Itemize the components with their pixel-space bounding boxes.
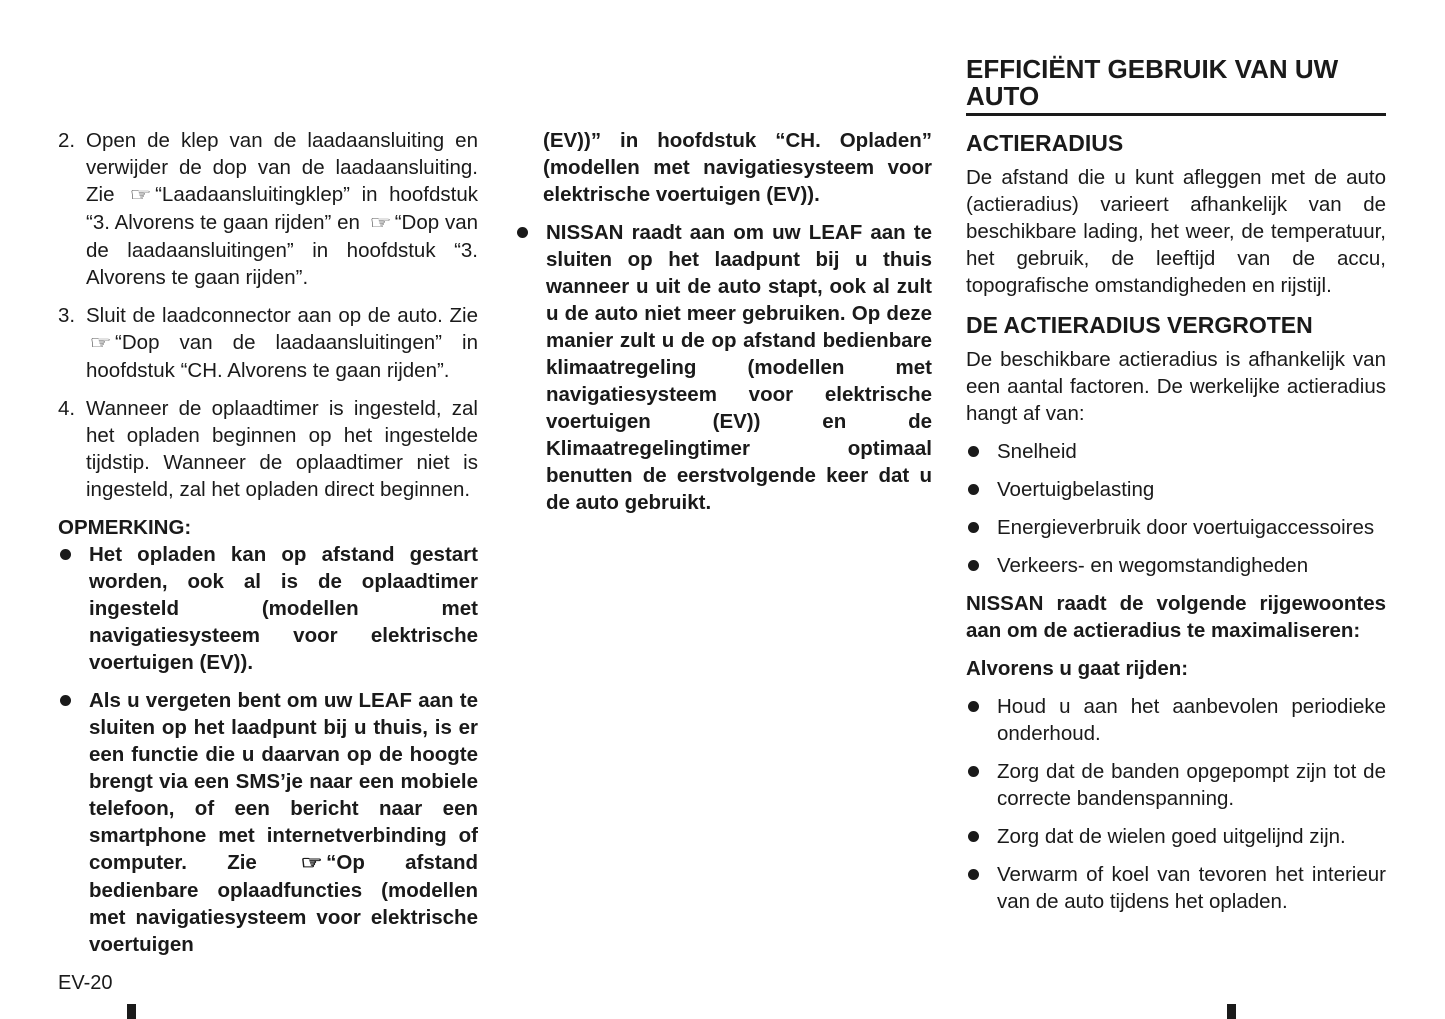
section-title: EFFICIËNT GEBRUIK VAN UW AUTO	[966, 56, 1386, 116]
bullet-icon	[966, 823, 997, 850]
note-bullet: Als u vergeten bent om uw LEAF aan te sluiten op het laadpunt bij u thuis, is er een functie die u daarvan op de hoogte brengt via een SMS’je naar een mobiele telefoon, of een bericht naar een smartphone met internetverbinding of computer. Zie ☞ “Op afstand bedienbare oplaadfuncties (modellen met navigatiesysteem voor elektrische voertuigen	[58, 687, 478, 958]
factor-item: Voertuigbelasting	[966, 476, 1386, 503]
note-label: OPMERKING:	[58, 516, 192, 539]
advice-intro: NISSAN raadt de volgende rijgewoontes aan om de actieradius te maximaliseren:	[966, 592, 1386, 642]
note-bullet: NISSAN raadt aan om uw LEAF aan te sluiten op het laadpunt bij u thuis wanneer u uit de auto stapt, ook al zult u de auto niet meer gebruiken. Op deze manier zult u de op afstand bedienbare klimaatregeling (modellen met navigatiesysteem voor elektrische voertuigen (EV)) en de Klimaatregelingtimer optimaal benutten de eerstvolgende keer dat u de auto gebruikt.	[515, 219, 932, 516]
before-driving-label: Alvorens u gaat rijden:	[966, 657, 1189, 680]
bullet-icon	[966, 693, 997, 747]
bullet-icon	[966, 861, 997, 915]
bullet-icon	[58, 541, 89, 676]
bullet-icon	[966, 438, 997, 465]
bullet-icon	[966, 758, 997, 812]
factor-item: Verkeers- en wegomstandigheden	[966, 552, 1386, 579]
advice-item: Verwarm of koel van tevoren het interieur van de auto tijdens het opladen.	[966, 861, 1386, 915]
left-column	[58, 127, 478, 969]
heading-actieradius: ACTIERADIUS	[966, 130, 1124, 156]
factor-item: Snelheid	[966, 438, 1386, 465]
bullet-icon	[515, 219, 546, 516]
step-3: 3. Sluit de laadconnector aan op de auto. Zie ☞ “Dop van de laadaansluitingen” in hoofdstuk “CH. Alvorens te gaan rijden”.	[58, 304, 478, 382]
reference-hand-icon: ☞	[129, 185, 152, 206]
paragraph: De beschikbare actieradius is afhankelijk van een aantal factoren. De werkelijke actieradius hangt af van:	[966, 348, 1386, 425]
reference-hand-icon: ☞	[89, 333, 112, 354]
middle-column	[515, 127, 932, 527]
bullet-icon	[966, 514, 997, 541]
bullet-icon	[58, 687, 89, 958]
right-column	[966, 56, 1386, 926]
step-4: 4. Wanneer de oplaadtimer is ingesteld, zal het opladen beginnen op het ingestelde tijdstip. Wanneer de oplaadtimer niet is ingesteld, zal het opladen direct beginnen.	[58, 397, 478, 501]
bullet-icon	[966, 552, 997, 579]
advice-item: Houd u aan het aanbevolen periodieke onderhoud.	[966, 693, 1386, 747]
advice-item: Zorg dat de banden opgepompt zijn tot de correcte bandenspanning.	[966, 758, 1386, 812]
crop-mark	[127, 1004, 136, 1019]
advice-item: Zorg dat de wielen goed uitgelijnd zijn.	[966, 823, 1386, 850]
heading-vergroten: DE ACTIERADIUS VERGROTEN	[966, 312, 1313, 338]
reference-hand-icon: ☞	[300, 853, 323, 874]
bullet-icon	[966, 476, 997, 503]
factor-item: Energieverbruik door voertuigaccessoires	[966, 514, 1386, 541]
step-2: 2. Open de klep van de laadaansluiting en verwijder de dop van de laadaansluiting. Zie ☞ “Laadaansluitingklep” in hoofdstuk “3. Alvorens te gaan rijden” en ☞ “Dop van de laadaansluitingen” in hoofdstuk “3. Alvorens te gaan rijden”.	[58, 129, 478, 289]
note-bullet: Het opladen kan op afstand gestart worden, ook al is de oplaadtimer ingesteld (modellen met navigatiesysteem voor elektrische voertuigen (EV)).	[58, 541, 478, 676]
reference-hand-icon: ☞	[369, 213, 392, 234]
crop-mark	[1227, 1004, 1236, 1019]
note-continuation: (EV))” in hoofdstuk “CH. Opladen” (modellen met navigatiesysteem voor elektrische voertuigen (EV)).	[543, 129, 932, 206]
page-number: EV-20	[58, 972, 113, 994]
paragraph: De afstand die u kunt afleggen met de auto (actieradius) varieert afhankelijk van de beschikbare lading, het weer, de temperatuur, het gebruik, de leeftijd van de accu, topografische omstandigheden en rijstijl.	[966, 166, 1386, 297]
